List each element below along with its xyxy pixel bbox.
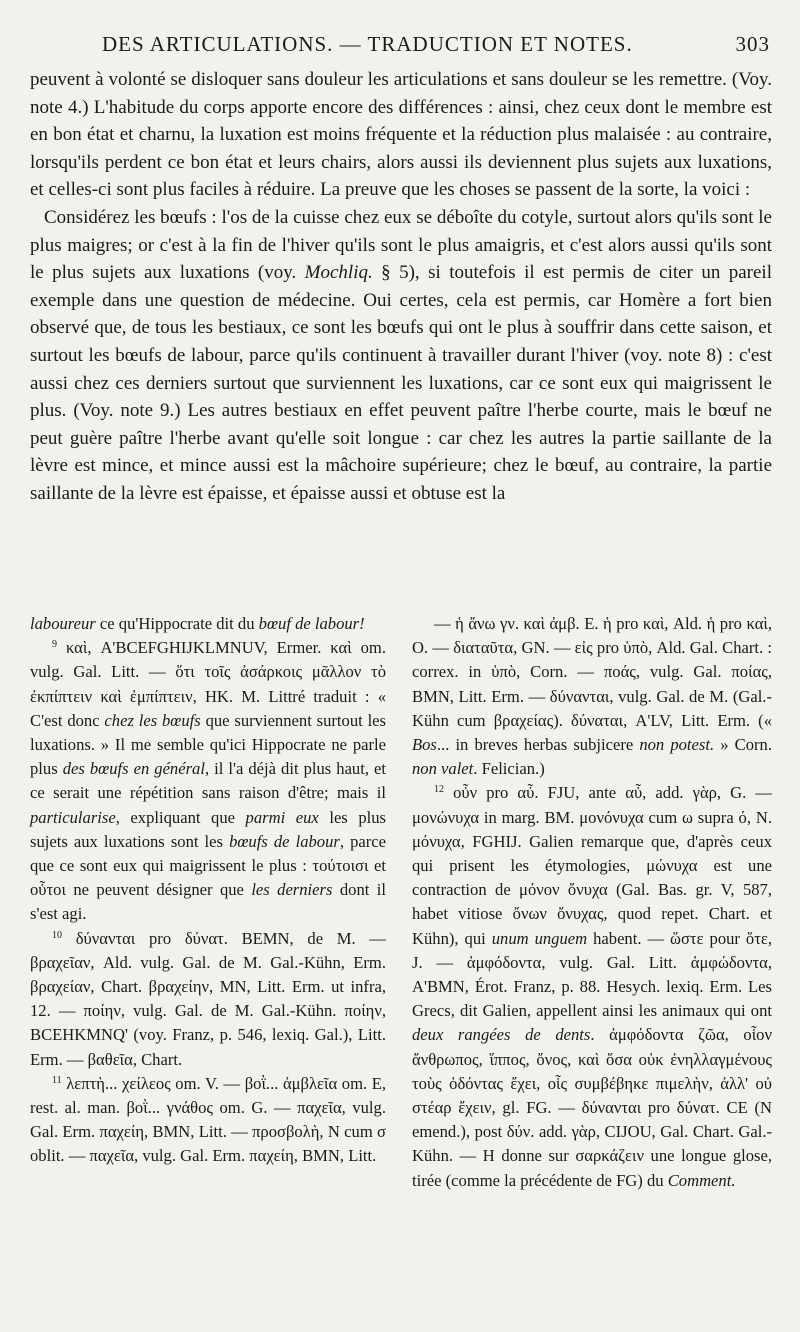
paragraph	[30, 204, 772, 508]
note-9	[30, 636, 386, 926]
text-run: δύνανται pro δύνατ. BEMN, de M. — βραχεῖαν, Ald. vulg. Gal. de M. Gal.-Kühn, Erm. βραχείαν, Chart. βραχείην, MN, Litt. Erm. ut infra, 12. — ποίην, vulg. Gal. de M. Gal.-Kühn. ποίην, BCEHKMNQ' (voy. Franz, p. 546, lexiq. Gal.), Litt. Erm. — βαθεῖα, Chart.	[30, 928, 386, 1069]
text-run: ... in breves herbas subjicere	[436, 735, 640, 755]
italic-text: non valet	[412, 759, 474, 779]
text-run: λεπτὴ... χείλεος om. V. — βοῒ... ἀμβλεῖα om. E, rest. al. man. βοῒ... γνάθος om. G. — παχεῖα, vulg. Gal. Erm. παχείη, BMN, Litt. — προσβολὴ, N cum σ oblit. — παχεῖα, vulg. Gal. Erm. παχείη, BMN, Litt.	[30, 1073, 386, 1166]
italic-text: deux rangées de dents	[412, 1025, 591, 1045]
note-continuation	[30, 612, 386, 636]
notes-column-left	[30, 612, 386, 1169]
paragraph: peuvent à volonté se disloquer sans douleur les articulations et sans douleur se les remettre. (Voy. note 4.) L'habitude du corps apporte encore des différences : ainsi, chez ceux dont le membre est en bon état et charnu, la luxation est moins fréquente et la réduction plus malaisée : au contraire, lorsqu'ils perdent ce bon état et leurs chairs, alors aussi ils deviennent plus sujets aux luxations, et celles-ci sont plus faciles à réduire. La preuve que les choses se passent de la sorte, la voici :	[30, 69, 772, 201]
translation-text	[30, 66, 772, 508]
note-text	[30, 929, 386, 1069]
text-run: , parce que ce sont eux qui maigrissent le plus : τούτοισι et οὗτοι ne peuvent désigner que	[30, 831, 386, 900]
text-run: § 5), si toutefois il est permis de citer un pareil exemple dans une question de médecine. Oui certes, cela est permis, car Homère a fort bien observé que, de tous les bestiaux, ce sont les bœufs qui ont le plus à souffrir dans cette saison, et surtout les bœufs de labour, parce qu'ils continuent à travailler durant l'hiver (voy. note 8) : c'est aussi chez ces derniers surtout que surviennent les luxations, car ce sont eux qui maigrissent le plus. (Voy. note 9.) Les autres bestiaux en effet peuvent paître l'herbe courte, mais le bœuf ne peut guère paître l'herbe avant qu'elle soit longue : car chez les autres la partie saillante de la lèvre est mince, et mince aussi est la mâchoire supérieure; chez le bœuf, au contraire, la partie saillante de la lèvre est épaisse, et épaisse aussi et obtuse est la	[30, 262, 772, 504]
italic-text: les derniers	[251, 880, 333, 900]
note-text	[30, 638, 386, 923]
text-run: les plus sujets aux luxations sont les	[30, 807, 386, 851]
text-run: Considérez les bœufs : l'os de la cuisse chez eux se déboîte du cotyle, surtout alors qu'ils sont le plus maigres; or c'est à la fin de l'hiver qu'ils sont le plus amaigris, et c'est alors aussi qu'ils sont le plus sujets aux luxations (voy.	[30, 206, 772, 284]
italic-text: Comment.	[667, 1170, 736, 1190]
running-title: DES ARTICULATIONS. — TRADUCTION ET NOTES.	[102, 32, 633, 56]
note-10	[30, 927, 386, 1072]
text-run: ce qu'Hippocrate dit du	[95, 614, 259, 633]
note-text	[412, 783, 772, 1189]
text-run: habent. — ὥστε pour ὅτε, J. — ἀμφόδοντα, vulg. Gal. Litt. ἀμφώδοντα, A'BMN, Érot. Franz, p. 88. Hesych. lexiq. Erm. Les Grecs, dit Galien, appellent ainsi les animaux qui ont	[412, 928, 773, 1021]
note-text	[30, 1074, 386, 1166]
note-number: 9	[52, 639, 57, 651]
note-12	[412, 781, 772, 1192]
text-run: καὶ, A'BCEFGHIJKLMNUV, Ermer. καὶ om. vulg. Gal. Litt. — ὅτι τοῖς ἀσάρκοις μᾶλλον τὸ ἐκπίπτειν καὶ ἐμπίπτειν, HK. M. Littré traduit : « C'est donc	[30, 638, 386, 730]
note-number: 12	[434, 784, 444, 796]
note-number: 11	[52, 1074, 62, 1086]
notes-column-right	[412, 612, 772, 1193]
text-run: . ἀμφόδοντα ζῶα, οἷον ἄνθρωπος, ἵππος, ὄνος, καὶ ὅσα οὐκ ἐνηλλαγμένους τοὺς ὀδόντας ἔχει, οἷς συμβέβηκε πιμελὴν, ἀλλ' οὐ στέαρ ἔχειν, gl. FG. — δύνανται pro δύνατ. CE (N emend.), post δύν. add. γὰρ, CIJOU, Gal. Chart. Gal.-Kühn. — H donne sur σαρκάζειν une longue glose, tirée (comme la précédente de FG) du	[412, 1025, 772, 1190]
text-run: » Corn.	[714, 735, 772, 755]
text-run: , expliquant que	[115, 807, 246, 827]
text-run: — ἡ ἄνω γν. καὶ ἀμβ. E. ἡ pro καὶ, Ald. ἡ pro καὶ, O. — διαταῦτα, GN. — εἰς pro ὑπὸ, Ald. Gal. Chart. : correx. in ὑπὸ, Corn. — ποάς, vulg. Gal. ποίας, BMN, Litt. Erm. — δύνανται, vulg. Gal. de M. (Gal.-Kühn cum βραχείας). δύναται, A'LV, Litt. Erm. («	[412, 614, 772, 730]
italic-text: particularise	[30, 807, 116, 827]
italic-text: bœufs de labour	[229, 831, 340, 851]
italic-text: bœuf de labour!	[258, 614, 365, 633]
note-11-continuation	[412, 612, 772, 781]
text-run: , il l'a déjà dit plus haut, et ce serait une répétition sans raison d'être; mais il	[30, 759, 386, 803]
text-run: . Felician.)	[473, 759, 545, 779]
notes-section	[30, 612, 772, 1302]
italic-text: des bœufs en général	[62, 759, 205, 779]
running-header	[30, 28, 770, 62]
italic-text: Bos	[412, 735, 437, 755]
text-run: que surviennent surtout les luxations. » Il me semble qu'ici Hippocrate ne parle plus	[30, 710, 386, 779]
italic-text: non potest.	[639, 735, 715, 755]
italic-text: chez les bœufs	[104, 710, 201, 730]
italic-text: laboureur	[30, 614, 96, 633]
note-11	[30, 1072, 386, 1169]
italic-text: Mochliq.	[304, 262, 373, 284]
text-run: dont il s'est agi.	[30, 880, 386, 924]
page-number: 303	[735, 32, 770, 56]
italic-text: unum unguem	[491, 928, 588, 948]
italic-text: parmi eux	[245, 807, 319, 827]
text-run: οὖν pro αὖ. FJU, ante αὖ, add. γὰρ, G. — μονώνυχα in marg. BM. μονόνυχα cum ω supra ό, N. μόνυχα, FGHIJ. Galien remarque que, d'après ceux qui prisent les étymologies, μώνυχα est une contraction de μόνον ὄνυχα (Gal. Bas. gr. V, 587, habet vitiose ὄνων ὄνυχας, quod repet. Chart. et Kühn), qui	[412, 783, 772, 948]
note-number: 10	[52, 929, 62, 941]
